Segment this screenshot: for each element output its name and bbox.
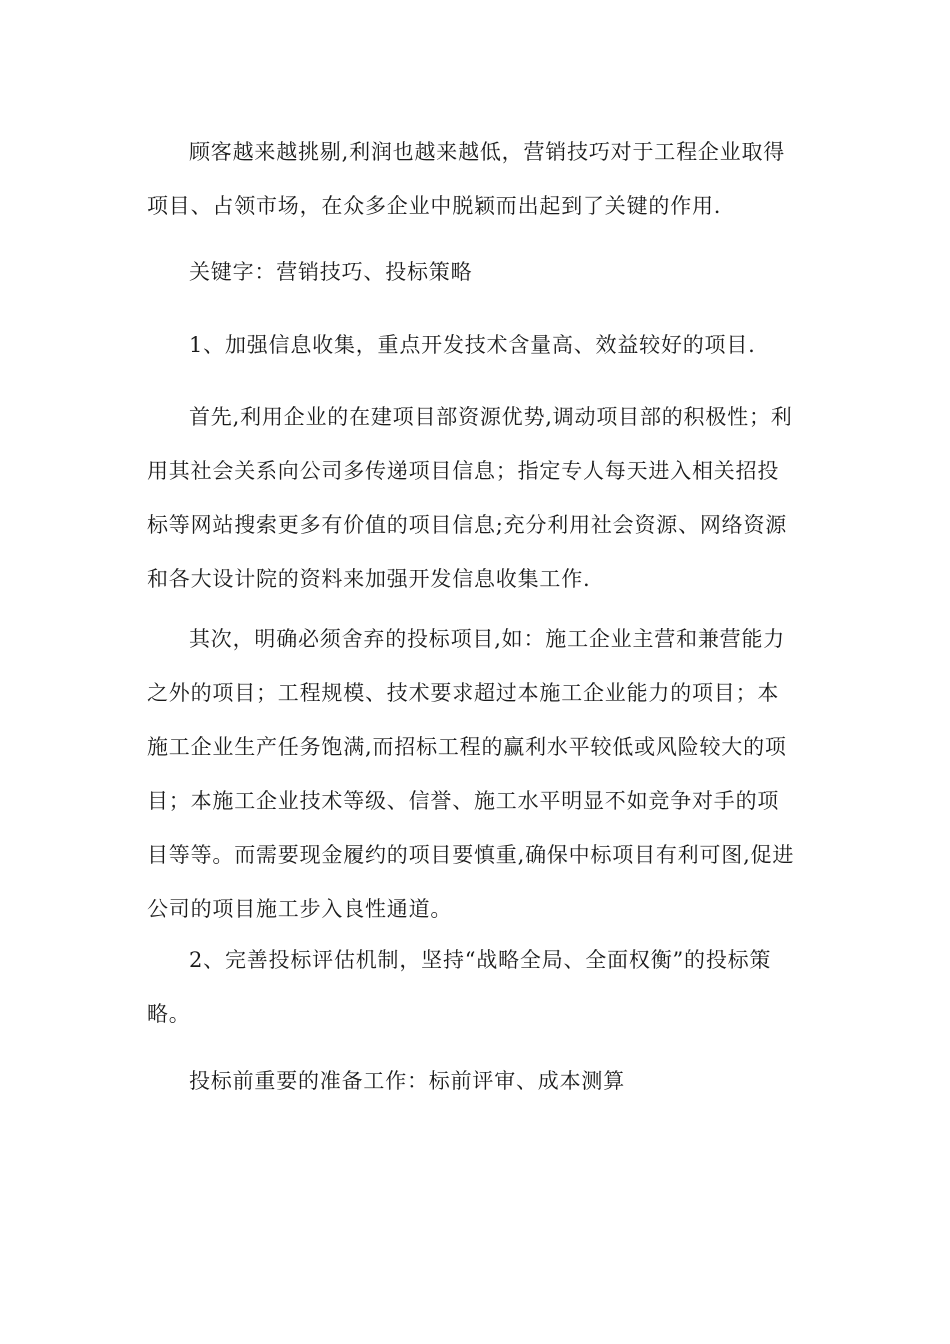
paragraph-line: 和各大设计院的资料来加强开发信息收集工作. (147, 567, 591, 591)
paragraph-preparation (147, 1054, 807, 1108)
paragraph-line: 项目、占领市场，在众多企业中脱颖而出起到了关键的作用. (147, 194, 722, 218)
paragraph-intro (147, 125, 807, 233)
paragraph-keywords (147, 245, 807, 299)
paragraph-line: 其次，明确必须舍弃的投标项目,如：施工企业主营和兼营能力 (189, 627, 786, 651)
paragraph-line: 关键字：营销技巧、投标策略 (189, 260, 473, 284)
paragraph-line: 略。 (147, 1002, 191, 1026)
paragraph-line: 用其社会关系向公司多传递项目信息；指定专人每天进入相关招投 (147, 459, 780, 483)
paragraph-line: 投标前重要的准备工作：标前评审、成本测算 (189, 1069, 625, 1093)
paragraph-first (147, 390, 807, 606)
paragraph-line: 首先,利用企业的在建项目部资源优势,调动项目部的积极性；利 (189, 405, 793, 429)
paragraph-line: 施工企业生产任务饱满,而招标工程的赢利水平较低或风险较大的项 (147, 735, 787, 759)
paragraph-line: 目等等。而需要现金履约的项目要慎重,确保中标项目有利可图,促进 (147, 843, 795, 867)
paragraph-line: 公司的项目施工步入良性通道。 (147, 897, 453, 921)
paragraph-line: 2、完善投标评估机制，坚持“战略全局、全面权衡”的投标策 (189, 948, 772, 972)
paragraph-line: 1、加强信息收集，重点开发技术含量高、效益较好的项目. (189, 333, 756, 357)
paragraph-line: 目；本施工企业技术等级、信誉、施工水平明显不如竞争对手的项 (147, 789, 780, 813)
paragraph-second (147, 612, 807, 936)
paragraph-heading-1 (147, 318, 807, 372)
paragraph-line: 标等网站搜索更多有价值的项目信息;充分利用社会资源、网络资源 (147, 513, 788, 537)
paragraph-line: 顾客越来越挑剔,利润也越来越低，营销技巧对于工程企业取得 (189, 140, 786, 164)
paragraph-heading-2 (147, 933, 807, 1041)
paragraph-line: 之外的项目；工程规模、技术要求超过本施工企业能力的项目；本 (147, 681, 780, 705)
